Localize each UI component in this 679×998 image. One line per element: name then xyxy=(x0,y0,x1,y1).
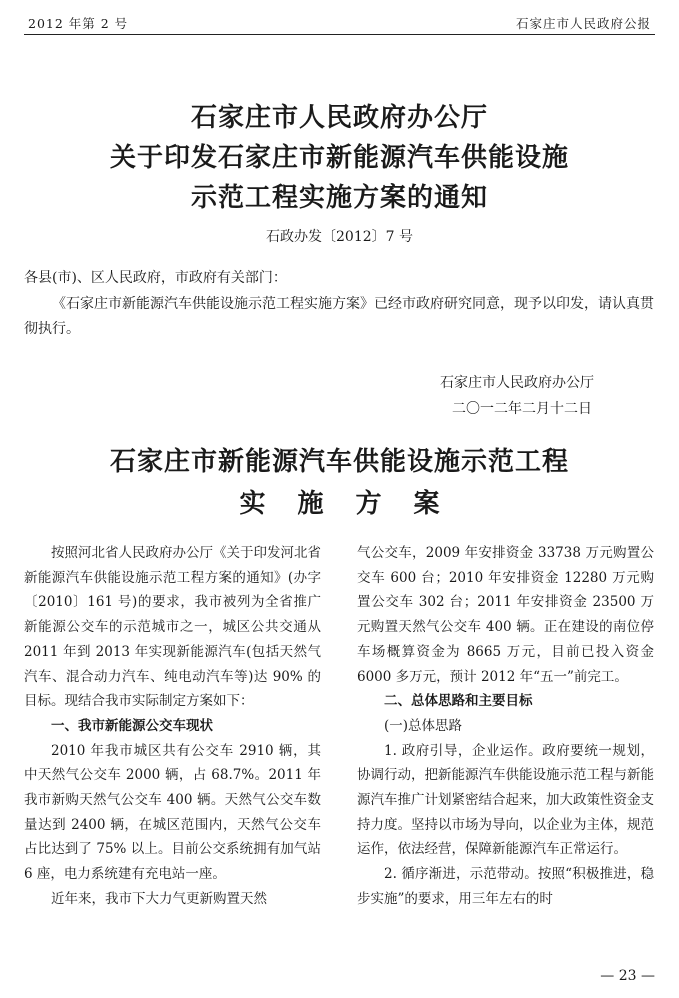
section-1-heading: 一、我市新能源公交车现状 xyxy=(51,717,213,734)
issue-label: 2012 年第 2 号 xyxy=(28,16,129,31)
running-header xyxy=(24,12,655,35)
section-1-paragraph-1: 2010 年我市城区共有公交车 2910 辆，其中天然气公交车 2000 辆，占 68.7%。2011 年我市新购天然气公交车 400 辆。天然气公交车数量达到 2400 辆，在城区范围内，天然气公交车占比达到了 75% 以上。目前公交系统拥有加气站 6 座，电力系统建有充电站一座。 xyxy=(24,742,321,883)
section-2-heading: 二、总体思路和主要目标 xyxy=(384,693,533,710)
left-column xyxy=(24,541,321,912)
page-number: — 23 — xyxy=(600,968,655,984)
plan-intro: 按照河北省人民政府办公厅《关于印发河北省新能源汽车供能设施示范工程方案的通知》(办字〔2010〕161 号)的要求，我市被列为全省推广新能源公交车的示范城市之一，城区公共交通从 2011 年到 2013 年实现新能源汽车(包括天然气汽车、混合动力汽车、纯电动汽车等)达 90% 的目标。现结合我市实际制定方案如下： xyxy=(24,545,321,710)
document-number: 石政办发〔2012〕7 号 xyxy=(266,229,413,245)
notice-body: 《石家庄市新能源汽车供能设施示范工程实施方案》已经市政府研究同意，现予以印发，请认真贯彻执行。 xyxy=(24,296,654,337)
right-column xyxy=(357,541,654,912)
section-1-paragraph-2: 近年来，我市下大力气更新购置天然 xyxy=(51,890,267,907)
notice-salutation: 各县(市)、区人民政府，市政府有关部门： xyxy=(24,270,287,286)
notice-date: 二〇一二年二月十二日 xyxy=(452,401,592,417)
notice-title-line-1: 石家庄市人民政府办公厅 xyxy=(190,103,488,133)
notice-signer: 石家庄市人民政府办公厅 xyxy=(440,375,594,391)
plan-title-line-1: 石家庄市新能源汽车供能设施示范工程 xyxy=(109,447,569,477)
point-1: 1. 政府引导，企业运作。政府要统一规划，协调行动，把新能源汽车供能设施示范工程与新能源汽车推广计划紧密结合起来，加大政策性资金支持力度。坚持以市场为导向，以企业为主体，规范运作，依法经营，保障新能源汽车正常运行。 xyxy=(357,742,654,858)
notice-title-line-3: 示范工程实施方案的通知 xyxy=(190,183,488,213)
journal-name: 石家庄市人民政府公报 xyxy=(515,16,651,31)
plan-title-line-2: 实施方案 xyxy=(239,489,472,519)
notice-title-line-2: 关于印发石家庄市新能源汽车供能设施 xyxy=(109,143,569,173)
point-2: 2. 循序渐进，示范带动。按照“积极推进，稳步实施”的要求，用三年左右的时 xyxy=(357,866,654,907)
section-1-paragraph-2-continued: 气公交车，2009 年安排资金 33738 万元购置公交车 600 台；2010 年安排资金 12280 万元购置公交车 302 台；2011 年安排资金 23500 万元购置天然气公交车 400 辆。正在建设的南位停车场概算资金为 8665 万元，目前已投入资金 6000 多万元，预计 2012 年“五一”前完工。 xyxy=(357,545,654,685)
subsection-1-heading: (一)总体思路 xyxy=(384,717,463,734)
